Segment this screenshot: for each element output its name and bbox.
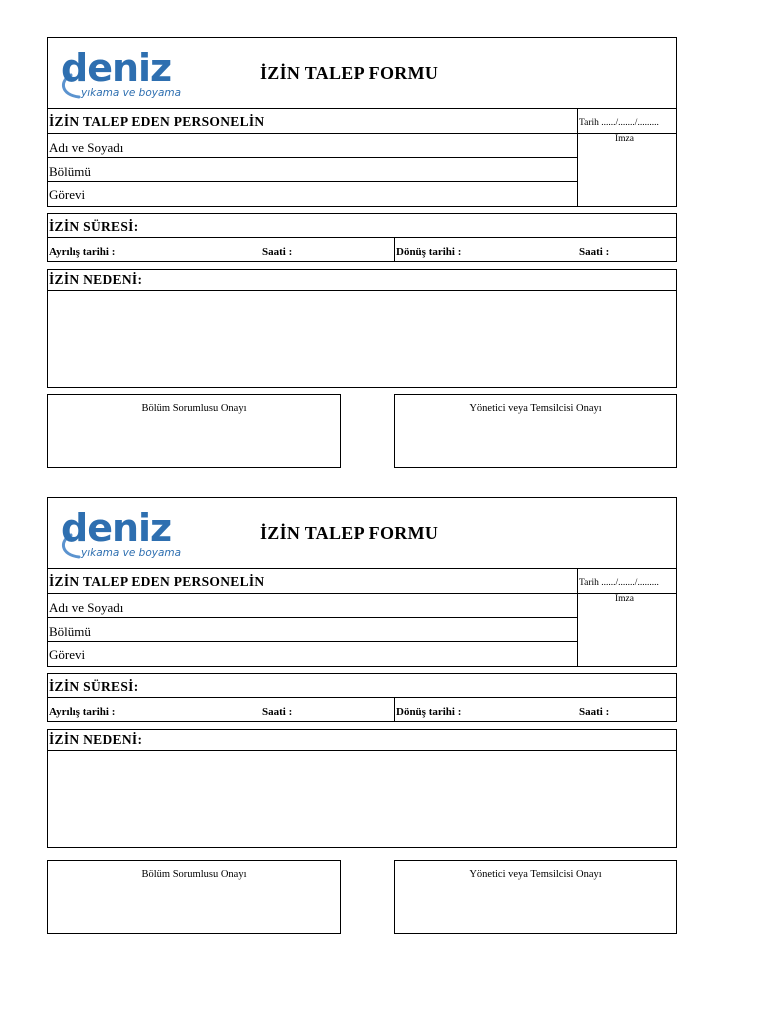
return-time-label: Saati :: [579, 706, 610, 718]
position-field-label: Görevi: [49, 647, 86, 662]
form-title: İZİN TALEP FORMU: [260, 523, 439, 543]
departure-date-label: Ayrılış tarihi :: [49, 706, 116, 718]
personnel-header: İZİN TALEP EDEN PERSONELİN: [49, 114, 265, 129]
deniz-logo: [57, 45, 187, 101]
reason-divider: [47, 750, 677, 751]
signature-label: İmza: [615, 134, 634, 144]
duration-header: İZİN SÜRESİ:: [49, 679, 139, 694]
logo-brand-text: deniz: [61, 46, 172, 90]
signature-column-divider: [577, 108, 578, 207]
reason-divider: [47, 290, 677, 291]
duration-divider: [47, 237, 677, 238]
reason-header: İZİN NEDENİ:: [49, 732, 143, 747]
departure-date-label: Ayrılış tarihi :: [49, 246, 116, 258]
duration-column-divider: [394, 237, 395, 262]
department-row-divider: [47, 181, 578, 182]
logo-tagline-text: yıkama ve boyama: [81, 87, 182, 99]
header-divider: [47, 108, 677, 109]
departure-time-label: Saati :: [262, 246, 293, 258]
return-date-label: Dönüş tarihi :: [396, 246, 462, 258]
reason-header: İZİN NEDENİ:: [49, 272, 143, 287]
signature-column-divider: [577, 568, 578, 667]
duration-column-divider: [394, 697, 395, 722]
date-label: Tarih ....../......./.........: [579, 118, 659, 128]
department-field-label: Bölümü: [49, 624, 91, 639]
personnel-divider: [47, 593, 677, 594]
name-field-label: Adı ve Soyadı: [49, 140, 124, 155]
manager-approval-label: Yönetici veya Temsilcisi Onayı: [469, 869, 602, 880]
manager-approval-label: Yönetici veya Temsilcisi Onayı: [469, 403, 602, 414]
name-row-divider: [47, 157, 578, 158]
departure-time-label: Saati :: [262, 706, 293, 718]
deniz-logo: [57, 505, 187, 561]
name-field-label: Adı ve Soyadı: [49, 600, 124, 615]
leave-request-form-1: [47, 37, 677, 469]
name-row-divider: [47, 617, 578, 618]
dept-approval-label: Bölüm Sorumlusu Onayı: [141, 869, 247, 880]
department-row-divider: [47, 641, 578, 642]
department-field-label: Bölümü: [49, 164, 91, 179]
logo-brand-text: deniz: [61, 506, 172, 550]
personnel-header: İZİN TALEP EDEN PERSONELİN: [49, 574, 265, 589]
logo-tagline-text: yıkama ve boyama: [81, 547, 182, 559]
duration-header: İZİN SÜRESİ:: [49, 219, 139, 234]
personnel-divider: [47, 133, 677, 134]
return-date-label: Dönüş tarihi :: [396, 706, 462, 718]
return-time-label: Saati :: [579, 246, 610, 258]
date-label: Tarih ....../......./.........: [579, 578, 659, 588]
duration-divider: [47, 697, 677, 698]
position-field-label: Görevi: [49, 187, 86, 202]
dept-approval-label: Bölüm Sorumlusu Onayı: [141, 403, 247, 414]
signature-label: İmza: [615, 594, 634, 604]
header-divider: [47, 568, 677, 569]
leave-request-form-2: [47, 497, 677, 929]
form-title: İZİN TALEP FORMU: [260, 63, 439, 83]
